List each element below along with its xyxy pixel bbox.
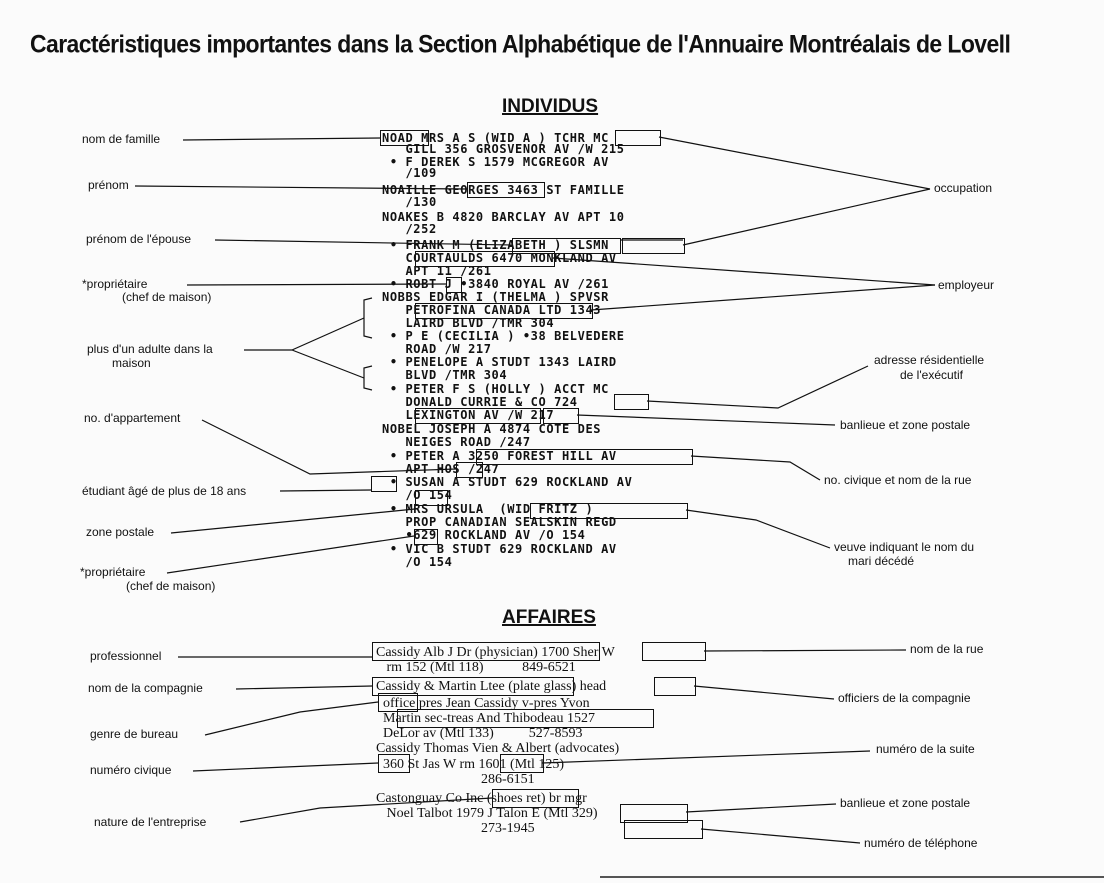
highlight-box	[622, 238, 685, 254]
highlight-box	[624, 820, 703, 839]
highlight-box	[500, 754, 544, 773]
listing-line: NOBBS EDGAR I (THELMA ) SPVSR	[382, 290, 609, 304]
listing-line: Cassidy Alb J Dr (physician) 1700 Sher W	[376, 645, 615, 660]
listing-line: rm 152 (Mtl 118) 849-6521	[376, 660, 576, 675]
highlight-box	[415, 251, 555, 267]
label-adresse-executif: adresse résidentielle	[874, 353, 985, 367]
listing-line: PROP CANADIAN SEALSKIN REGD	[382, 515, 617, 529]
label-veuve-2: mari décédé	[848, 554, 915, 568]
listing-line: /130	[382, 195, 437, 209]
listing-line: /252	[382, 222, 437, 236]
highlight-box	[492, 789, 579, 808]
label-numero-telephone: numéro de téléphone	[864, 836, 978, 850]
label-employeur: employeur	[938, 278, 995, 292]
label-numero-civique: numéro civique	[90, 763, 172, 777]
listing-line: • FRANK M (ELIZABETH ) SLSMN	[382, 238, 609, 252]
listing-line: NOBEL JOSEPH A 4874 COTE DES	[382, 422, 602, 436]
label-prenom-epouse: prénom de l'épouse	[86, 232, 192, 246]
listing-line: LAIRD BLVD /TMR 304	[382, 316, 555, 330]
listing-line: /109	[382, 166, 437, 180]
listing-line: •629 ROCKLAND AV /O 154	[382, 528, 586, 542]
highlight-box	[467, 182, 545, 198]
highlight-box	[543, 408, 579, 424]
highlight-box	[378, 754, 410, 773]
label-proprietaire: *propriétaire	[82, 277, 148, 291]
highlight-box	[415, 490, 448, 506]
highlight-box	[446, 277, 462, 293]
highlight-box	[614, 394, 649, 410]
highlight-box	[530, 503, 688, 519]
label-genre-bureau: genre de bureau	[90, 727, 179, 741]
label-appartement: no. d'appartement	[84, 411, 181, 425]
listing-line: NOAD MRS A S (WID A ) TCHR MC	[382, 131, 609, 145]
page-title: Caractéristiques importantes dans la Section Alphabétique de l'Annuaire Montréalais de Lovell	[30, 30, 1011, 59]
listing-line: LEXINGTON AV /W 217	[382, 408, 555, 422]
listing-line: • PENELOPE A STUDT 1343 LAIRD	[382, 355, 617, 369]
highlight-box	[371, 476, 397, 492]
highlight-box	[642, 642, 706, 661]
listing-line: Martin sec-treas And Thibodeau 1527	[376, 711, 596, 726]
label-professionnel: professionnel	[90, 649, 162, 663]
listing-line: • MRS URSULA (WID FRITZ )	[382, 502, 594, 516]
listing-line: APT HOS /247	[382, 462, 500, 476]
listing-line: DeLor av (Mtl 133) 527-8593	[376, 726, 583, 741]
listing-line: ROAD /W 217	[382, 342, 492, 356]
divider	[600, 876, 1104, 878]
listing-line: /O 154	[382, 555, 453, 569]
listing-line: Castonguay Co Inc (shoes ret) br mgr	[376, 791, 587, 806]
label-banlieue-zone: banlieue et zone postale	[840, 418, 971, 432]
listing-line: BLVD /TMR 304	[382, 368, 508, 382]
label-nom-de-famille: nom de famille	[82, 132, 161, 146]
label-numero-suite: numéro de la suite	[876, 742, 975, 756]
listing-line: Noel Talbot 1979 J Talon E (Mtl 329)	[376, 806, 598, 821]
listing-line: PETROFINA CANADA LTD 1343	[382, 303, 602, 317]
highlight-box	[397, 709, 654, 728]
highlight-box	[380, 130, 429, 146]
highlight-box	[456, 462, 483, 478]
listing-line: 286-6151	[376, 772, 535, 787]
label-plus-adulte: plus d'un adulte dans la	[87, 342, 213, 356]
highlight-box	[372, 642, 600, 661]
label-nature-entreprise: nature de l'entreprise	[94, 815, 207, 829]
listing-line: 273-1945	[376, 821, 535, 836]
listing-line: NEIGES ROAD /247	[382, 435, 531, 449]
listing-line: COURTAULDS 6470 MONKLAND AV	[382, 251, 617, 265]
label-adresse-executif-2: de l'exécutif	[900, 368, 963, 382]
highlight-box	[415, 303, 593, 319]
label-chef-de-maison: (chef de maison)	[122, 290, 212, 304]
listing-line: DONALD CURRIE & CO 724	[382, 395, 578, 409]
label-nom-rue: nom de la rue	[910, 642, 984, 656]
highlight-box	[615, 130, 661, 146]
label-occupation: occupation	[934, 181, 993, 195]
highlight-box	[415, 408, 541, 424]
listing-line: • PETER F S (HOLLY ) ACCT MC	[382, 382, 609, 396]
label-banlieue-zone-2: banlieue et zone postale	[840, 796, 971, 810]
label-proprietaire-2: *propriétaire	[80, 565, 146, 579]
label-veuve: veuve indiquant le nom du	[834, 540, 975, 554]
label-etudiant: étudiant âgé de plus de 18 ans	[82, 484, 247, 498]
listing-line: APT 11 /261	[382, 264, 492, 278]
listing-line: • SUSAN A STUDT 629 ROCKLAND AV	[382, 475, 633, 489]
listing-line: /O 154	[382, 488, 453, 502]
listing-line: • ROBT J •3840 ROYAL AV /261	[382, 277, 609, 291]
label-chef-de-maison-2: (chef de maison)	[126, 579, 216, 593]
label-officiers: officiers de la compagnie	[838, 691, 971, 705]
highlight-box	[414, 529, 438, 545]
listing-line: • F DEREK S 1579 MCGREGOR AV	[382, 155, 609, 169]
listing-line: • PETER A 3250 FOREST HILL AV	[382, 449, 617, 463]
listing-line: 360 St Jas W rm 1601 (Mtl 125)	[376, 757, 565, 772]
label-plus-adulte-2: maison	[112, 356, 151, 370]
listing-line: Cassidy & Martin Ltee (plate glass) head	[376, 679, 607, 694]
listing-line: GILL 356 GROSVENOR AV /W 215	[382, 142, 625, 156]
label-no-civique: no. civique et nom de la rue	[824, 473, 972, 487]
affaires-heading: AFFAIRES	[502, 607, 596, 628]
highlight-box	[654, 677, 696, 696]
highlight-box	[476, 449, 693, 465]
listing-line: • VIC B STUDT 629 ROCKLAND AV	[382, 542, 617, 556]
label-zone-postale: zone postale	[86, 525, 155, 539]
listing-line: • P E (CECILIA ) •38 BELVEDERE	[382, 329, 625, 343]
label-prenom: prénom	[88, 178, 129, 192]
listing-line: Cassidy Thomas Vien & Albert (advocates)	[376, 741, 620, 756]
label-nom-compagnie: nom de la compagnie	[88, 681, 203, 695]
individus-heading: INDIVIDUS	[502, 96, 599, 117]
listing-line: office pres Jean Cassidy v-pres Yvon	[376, 696, 590, 711]
listing-line: NOAILLE GEORGES 3463 ST FAMILLE	[382, 183, 625, 197]
listing-line: NOAKES B 4820 BARCLAY AV APT 10	[382, 210, 625, 224]
